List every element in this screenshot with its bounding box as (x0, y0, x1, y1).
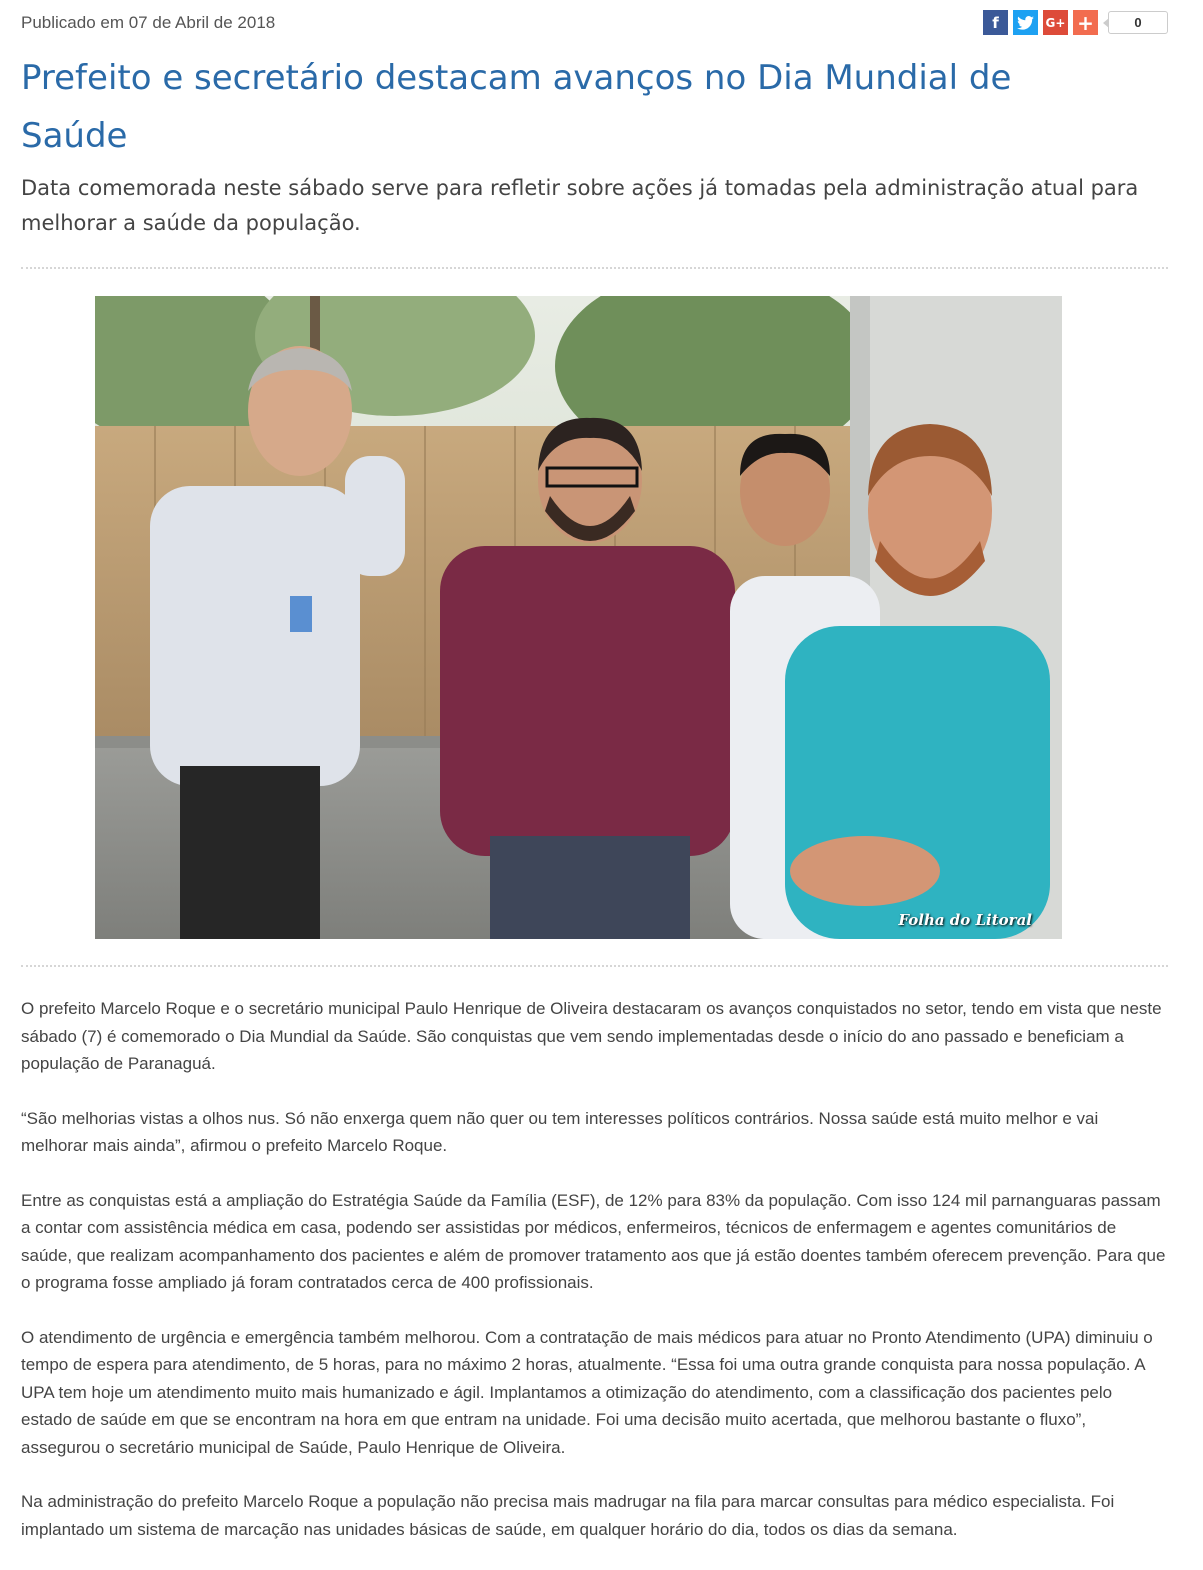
article-subtitle: Data comemorada neste sábado serve para refletir sobre ações já tomadas pela administração atual para melhorar a saúde da população. (21, 176, 1139, 235)
share-count: 0 (1108, 11, 1168, 34)
article-page (21, 0, 1168, 1570)
group-photo-image (95, 296, 1062, 939)
article-body (21, 995, 1166, 1543)
article-photo (95, 296, 1062, 939)
facebook-share-icon[interactable]: f (983, 10, 1008, 35)
divider (21, 267, 1168, 269)
twitter-bird-icon (1017, 16, 1034, 30)
article-paragraph: O atendimento de urgência e emergência também melhorou. Com a contratação de mais médicos para atuar no Pronto Atendimento (UPA) diminuiu o tempo de espera para atendimento, de 5 horas, para no máximo 2 horas, atualmente. “Essa foi uma outra grande conquista para nossa população. A UPA tem hoje um atendimento muito mais humanizado e ágil. Implantamos a otimização do atendimento, com a classificação dos pacientes pelo estado de saúde em que se encontram na hora em que entram na unidade. Foi uma decisão muito acertada, que melhorou bastante o fluxo”, assegurou o secretário municipal de Saúde, Paulo Henrique de Oliveira. (21, 1327, 1153, 1457)
article-paragraph: “São melhorias vistas a olhos nus. Só não enxerga quem não quer ou tem interesses políticos contrários. Nossa saúde está muito melhor e vai melhorar mais ainda”, afirmou o prefeito Marcelo Roque. (21, 1108, 1099, 1155)
article-title: Prefeito e secretário destacam avanços no Dia Mundial de Saúde (21, 58, 1012, 156)
article-paragraph: O prefeito Marcelo Roque e o secretário municipal Paulo Henrique de Oliveira destacaram os avanços conquistados no setor, tendo em vista que neste sábado (7) é comemorado o Dia Mundial da Saúde. São conquistas que vem sendo implementadas desde o início do ano passado e beneficiam a população de Paranaguá. (21, 999, 1162, 1073)
twitter-share-icon[interactable] (1013, 10, 1038, 35)
share-toolbar (978, 10, 1168, 35)
publish-date: Publicado em 07 de Abril de 2018 (21, 13, 276, 32)
article-paragraph: Entre as conquistas está a ampliação do Estratégia Saúde da Família (ESF), de 12% para 83% da população. Com isso 124 mil parnanguaras passam a contar com assistência médica em casa, podendo ser assistidas por médicos, enfermeiros, técnicos de enfermagem e agentes comunitários de saúde, que realizam acompanhamento dos pacientes e além de promover tratamento aos que já estão doentes também oferecem prevenção. Para que o programa fosse ampliado já foram contratados cerca de 400 profissionais. (21, 1190, 1166, 1292)
photo-watermark: Folha do Litoral (898, 911, 1032, 929)
divider (21, 965, 1168, 967)
article-paragraph: Na administração do prefeito Marcelo Roque a população não precisa mais madrugar na fila para marcar consultas para médico especialista. Foi implantado um sistema de marcação nas unidades básicas de saúde, em qualquer horário do dia, todos os dias da semana. (21, 1492, 1115, 1539)
article-header-bar (21, 0, 1168, 48)
googleplus-share-icon[interactable]: G+ (1043, 10, 1068, 35)
addthis-share-icon[interactable]: + (1073, 10, 1098, 35)
